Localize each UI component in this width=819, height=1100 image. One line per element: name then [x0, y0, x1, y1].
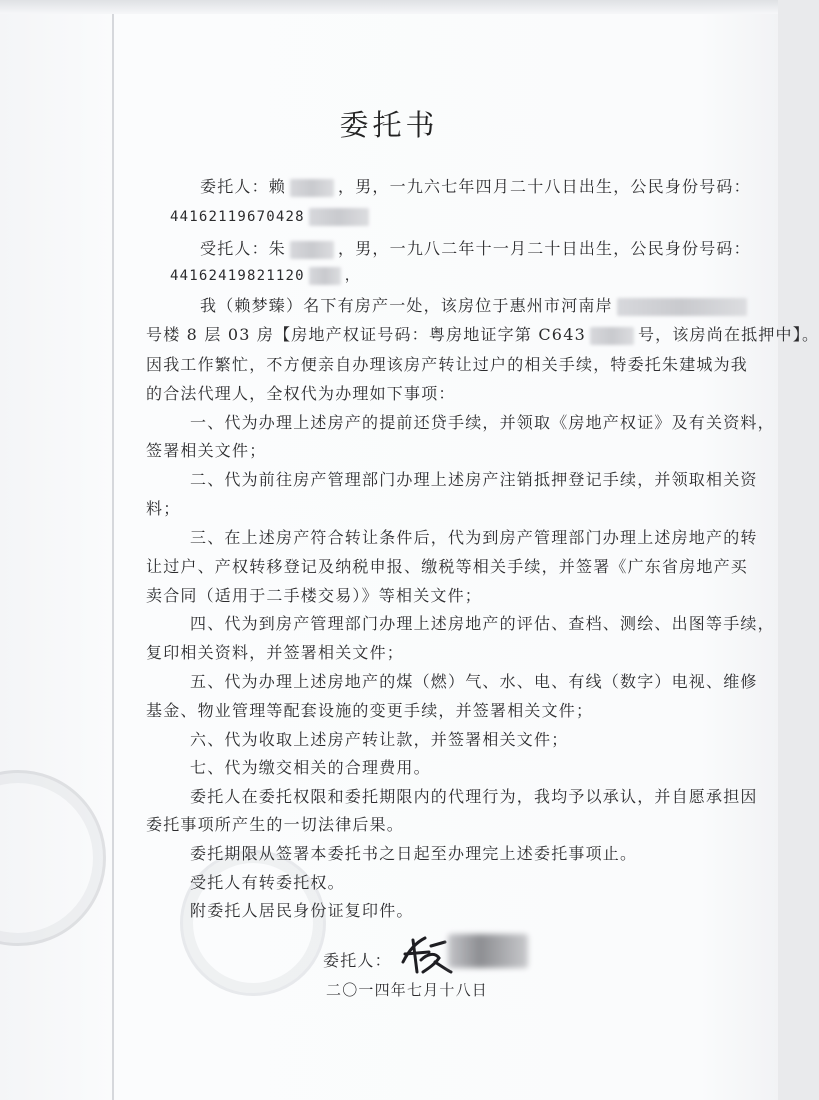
embossed-seal: [180, 850, 326, 996]
clause-line: 委托人在委托权限和委托期限内的代理行为，我均予以承认，并自愿承担因: [190, 787, 758, 806]
item-line: 五、代为办理上述房地产的煤（燃）气、水、电、有线（数字）电视、维修: [190, 672, 758, 691]
item-line: 卖合同（适用于二手楼交易）》等相关文件；: [146, 586, 483, 605]
item-line: 一、代为办理上述房产的提前还贷手续，并领取《房地产权证》及有关资料，: [190, 413, 775, 432]
item-line: 七、代为缴交相关的合理费用。: [190, 758, 431, 777]
paragraph-line: 因我工作繁忙，不方便亲自办理该房产转让过户的相关手续，特委托朱建城为我: [146, 355, 749, 374]
principal-id-line: 44162119670428: [170, 207, 373, 227]
redacted-name: [290, 241, 334, 259]
principal-line: 委托人：赖 ，男，一九六七年四月二十八日出生，公民身份号码：: [200, 177, 751, 196]
signature-label: 委托人：: [323, 951, 392, 970]
agent-id-line: 44162419821120 ，: [170, 268, 361, 284]
item-line: 四、代为到房产管理部门办理上述房地产的评估、查档、测绘、出图等手续，: [190, 614, 775, 633]
clause-line: 附委托人居民身份证复印件。: [190, 901, 414, 920]
item-line: 三、在上述房产符合转让条件后，代为到房产管理部门办理上述房地产的转: [190, 528, 758, 547]
item-line: 复印相关资料，并签署相关文件；: [146, 643, 405, 662]
page-fold-line: [112, 0, 114, 1100]
item-line: 签署相关文件；: [146, 441, 267, 460]
clause-line: 委托事项所产生的一切法律后果。: [146, 815, 405, 834]
redacted-id: [309, 208, 369, 226]
paragraph-line: 我（赖梦臻）名下有房产一处，该房位于惠州市河南岸: [200, 296, 751, 316]
redacted-address: [617, 298, 747, 316]
redacted-signature: [448, 934, 528, 968]
paragraph-line: 的合法代理人，全权代为办理如下事项：: [146, 384, 456, 403]
handwritten-signature: [395, 932, 455, 978]
scan-top-edge: [0, 0, 778, 14]
item-line: 六、代为收取上述房产转让款，并签署相关文件；: [190, 730, 569, 749]
item-line: 二、代为前往房产管理部门办理上述房产注销抵押登记手续，并领取相关资: [190, 470, 758, 489]
clause-line: 受托人有转委托权。: [190, 873, 345, 892]
paragraph-line: 号楼 8 层 03 房【房地产权证号码：粤房地证字第 C643 号，该房尚在抵押中】。: [146, 325, 819, 344]
redacted-id: [309, 267, 341, 285]
document-title: 委托书: [339, 108, 439, 142]
clause-line: 委托期限从签署本委托书之日起至办理完上述委托事项止。: [190, 844, 638, 863]
item-line: 让过户、产权转移登记及纳税申报、缴税等相关手续，并签署《广东省房地产买: [146, 557, 749, 576]
item-line: 基金、物业管理等配套设施的变更手续，并签署相关文件；: [146, 701, 594, 720]
redacted-cert-number: [590, 327, 634, 345]
signing-date: 二〇一四年七月十八日: [326, 981, 489, 999]
agent-line: 受托人：朱 ，男，一九八二年十一月二十日出生，公民身份号码：: [200, 239, 751, 258]
item-line: 料；: [146, 499, 181, 518]
redacted-name: [290, 179, 334, 197]
